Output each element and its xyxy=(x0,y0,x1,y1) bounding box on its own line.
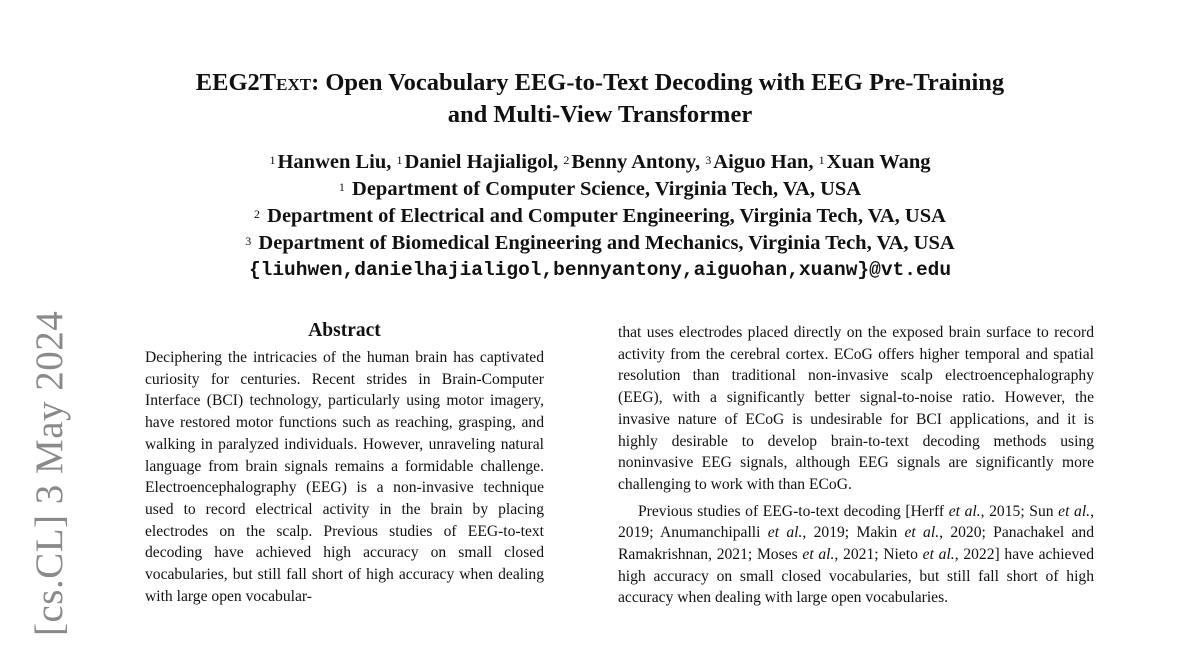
affiliation-text: Department of Electrical and Computer Engineering, Virginia Tech, VA, USA xyxy=(262,205,946,227)
intro-paragraph-2 xyxy=(618,501,1094,610)
arxiv-stamp-text: [cs.CL] 3 May 2024 xyxy=(28,310,71,636)
affiliation-line xyxy=(100,203,1100,230)
title-line1: : Open Vocabulary EEG-to-Text Decoding with EEG Pre-Training xyxy=(311,69,1005,96)
author-name-text: Aiguo Han, xyxy=(713,151,814,173)
paragraph-text: , 2021; Nieto xyxy=(834,546,923,564)
affiliation-text: Department of Computer Science, Virginia Tech, VA, USA xyxy=(346,178,862,200)
affiliation-marker: 1 xyxy=(338,180,345,194)
affiliation-line xyxy=(100,230,1100,257)
affiliation-text: Department of Biomedical Engineering and Mechanics, Virginia Tech, VA, USA xyxy=(253,232,955,254)
author-affil-marker: 3 xyxy=(705,153,712,167)
title-line2: and Multi-View Transformer xyxy=(447,101,753,128)
abstract-heading: Abstract xyxy=(308,320,381,341)
abstract-text: Deciphering the intricacies of the human brain has captivated curiosity for centuries. Recent strides in Brain-Computer Interface (BCI) technology, particularly using motor imagery, have restored motor functions such as reaching, grasping, and walking in paralyzed individuals. However, unraveling natural language from brain signals remains a formidable challenge. Electroencephalography (EEG) is a non-invasive technique used to record electrical activity in the brain by placing electrodes on the scalp. Previous studies of EEG-to-text decoding have achieved high accuracy on small closed vocabularies, but still fall short of high accuracy when dealing with large open vocabular- xyxy=(145,349,544,605)
author-name xyxy=(819,151,931,173)
citation-etal: et al. xyxy=(904,524,940,542)
affiliation-list xyxy=(100,176,1100,257)
author-name xyxy=(705,151,813,173)
intro-column xyxy=(618,322,1094,609)
citation-etal: et al. xyxy=(922,546,955,564)
paragraph-text: , 2022] have achieved high accuracy on small closed vocabularies, but still fall short of high accuracy when dealing with large open vocabularies. xyxy=(618,546,1094,607)
author-name-text: Benny Antony, xyxy=(571,151,701,173)
author-affil-marker: 1 xyxy=(396,153,403,167)
citation-etal: et al. xyxy=(767,524,803,542)
author-emails: {liuhwen,danielhajialigol,bennyantony,aiguohan,xuanw}@vt.edu xyxy=(248,259,952,281)
intro-paragraph-1: that uses electrodes placed directly on the exposed brain surface to record activity from the cerebral cortex. ECoG offers higher temporal and spatial resolution than traditional non-invasive scalp electroencephalography (EEG), with a significantly better signal-to-noise ratio. However, the invasive nature of ECoG is undesirable for BCI applications, and it is highly desirable to develop brain-to-text decoding methods using noninvasive EEG signals, although EEG signals are significantly more challenging to work with than ECoG. xyxy=(618,324,1094,493)
title-smallcaps: Text xyxy=(259,69,312,96)
affiliation-line xyxy=(100,176,1100,203)
author-name-text: Daniel Hajialigol, xyxy=(404,151,559,173)
author-name-text: Hanwen Liu, xyxy=(277,151,392,173)
paragraph-text: , 2020; Panachakel and Ramakrishnan, 2021; Moses xyxy=(618,524,1094,564)
paragraph-text: Previous studies of EEG-to-text decoding [Herff xyxy=(638,502,949,520)
author-name xyxy=(563,151,700,173)
author-block xyxy=(100,149,1100,284)
citation-etal: et al. xyxy=(1058,502,1091,520)
author-affil-marker: 2 xyxy=(563,153,570,167)
paragraph-text: , 2015; Sun xyxy=(980,502,1059,520)
author-affil-marker: 1 xyxy=(269,153,276,167)
citation-etal: et al. xyxy=(802,546,835,564)
arxiv-side-stamp xyxy=(27,310,71,640)
citation-etal: et al. xyxy=(948,502,981,520)
paragraph-text: , 2019; Makin xyxy=(802,524,905,542)
title-prefix: EEG2 xyxy=(195,69,260,96)
affiliation-marker: 3 xyxy=(245,234,252,248)
author-list xyxy=(100,149,1100,176)
author-affil-marker: 1 xyxy=(818,153,825,167)
author-name xyxy=(269,151,391,173)
author-name-text: Xuan Wang xyxy=(826,151,931,173)
paragraph-text: , 2019; Anumanchipalli xyxy=(618,502,1094,542)
affiliation-marker: 2 xyxy=(254,207,261,221)
paper-title xyxy=(100,67,1100,131)
author-name xyxy=(397,151,559,173)
abstract-column xyxy=(145,318,544,607)
